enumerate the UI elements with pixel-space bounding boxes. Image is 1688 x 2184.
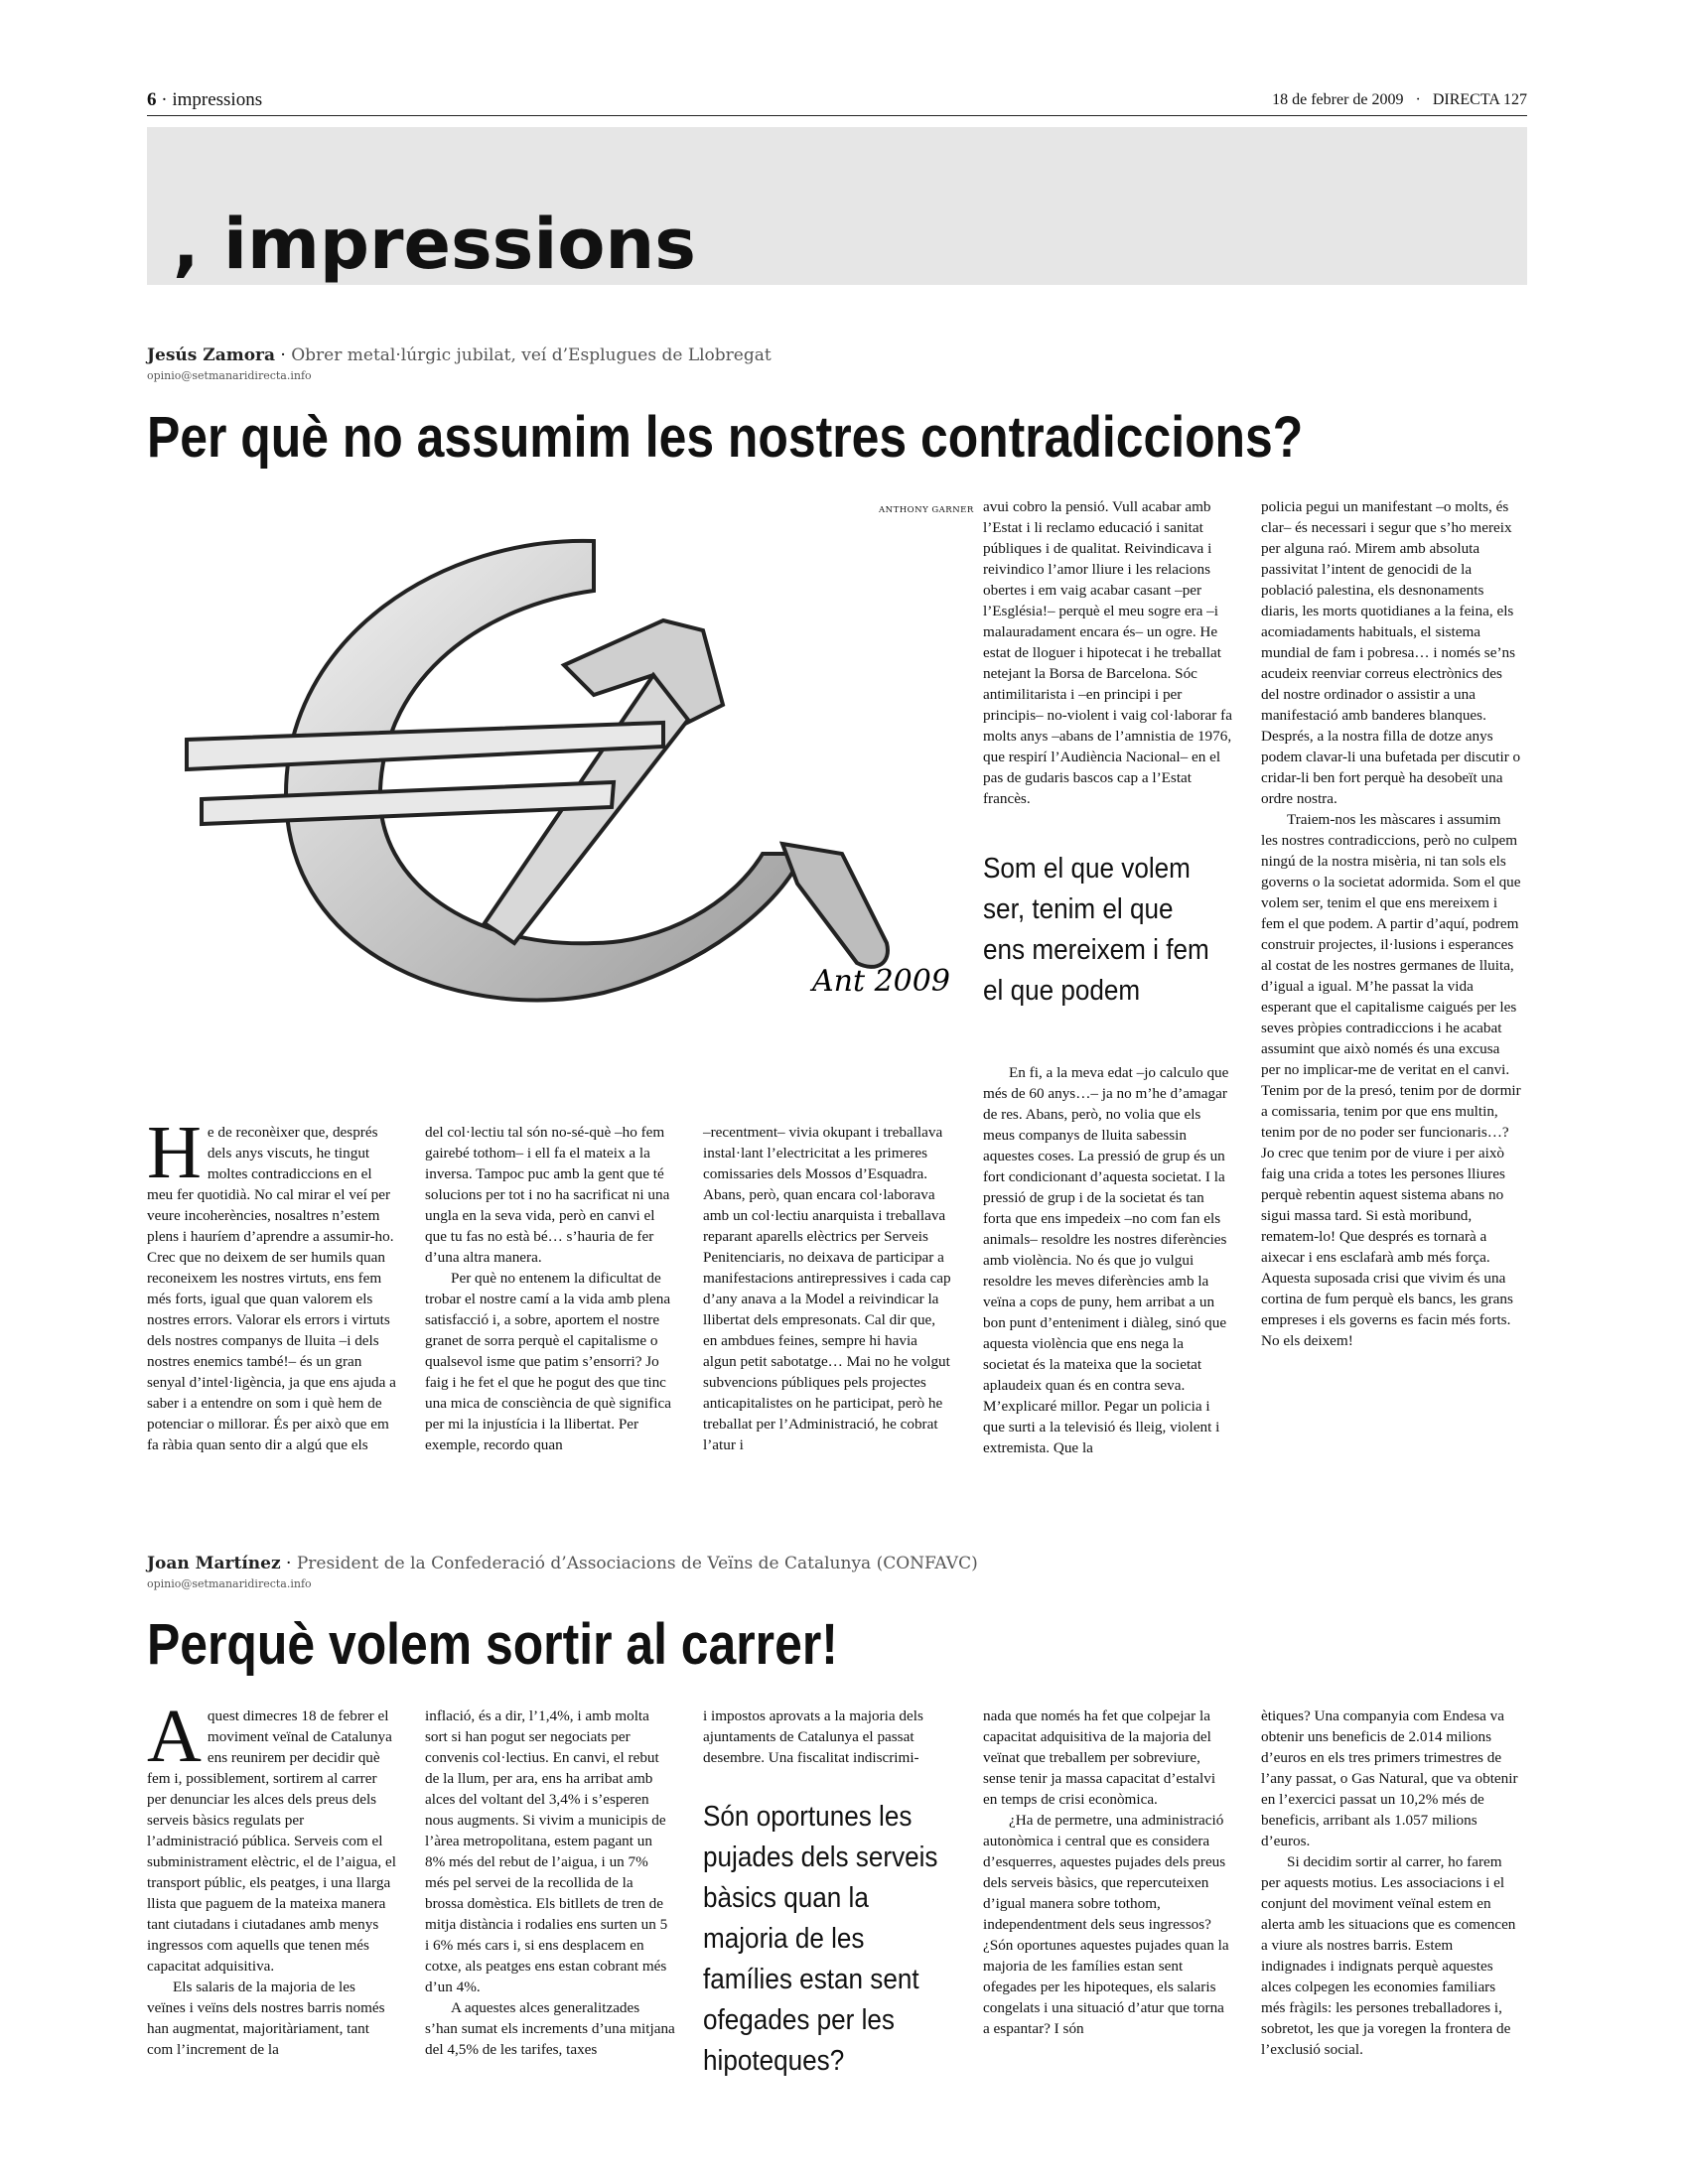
byline-separator-2: · <box>286 1554 292 1573</box>
sickle-handle <box>782 844 888 967</box>
article1-role: Obrer metal·lúrgic jubilat, veí d’Esplugues de Llobregat <box>291 345 772 365</box>
article1-col1-text: e de reconèixer que, després dels anys viscuts, he tingut moltes contradiccions en el meu fer quotidià. No cal mirar el veí per veure incoherències, nosaltres n’estem plens i hauríem d’aprendre a assumir-ho. Crec que no deixem de ser humils quan reconeixem les nostres virtuts, ens fem més forts, igual que quan valorem els nostres errors. Valorar els errors i virtuts dels nostres companys de lluita –i dels nostres enemics també!– és un gran senyal d’intel·ligència, ja que ens ajuda a saber i a entendre on som i què hem de potenciar o millorar. És per això que em fa ràbia quan sento dir a algú que els <box>147 1124 396 1453</box>
article2-column-5 <box>1261 1706 1521 2060</box>
article1-column-1 <box>147 1111 397 1455</box>
article2-col5-p2: Si decidim sortir al carrer, ho farem per aquests motius. Les associacions i el conjunt del moviment veïnal estem en alerta amb les situacions que es comencen a viure als nostres barris. Estem indignades i indignats perquè aquestes alces colpegen les economies familiars més fràgils: les persones treballadores i, sobretot, les que ja voregen la frontera de l’exclusió social. <box>1261 1853 1516 2058</box>
section-band <box>147 127 1527 285</box>
article2-role: President de la Confederació d’Associacions de Veïns de Catalunya (CONFAVC) <box>296 1554 978 1573</box>
running-header <box>147 87 1527 116</box>
article2-byline <box>147 1554 978 1573</box>
header-date: 18 de febrer de 2009 <box>1272 91 1404 108</box>
dropcap-2: A <box>147 1695 202 1778</box>
header-separator: · <box>161 89 168 110</box>
article2-column-4 <box>983 1706 1233 2039</box>
article1-column-5 <box>1261 496 1521 1351</box>
article2-author: Joan Martínez <box>147 1554 281 1573</box>
article1-column-4b <box>983 1062 1233 1458</box>
article1-col4-p2: En fi, a la meva edat –jo calculo que més de 60 anys…– ja no m’he d’amagar de res. Abans, però, no volia que els meus companys de lluita sabessin aquestes coses. La pressió de grup és un fort condicionant d’aquesta societat. I la pressió de grup i de la societat és tan forta que ens impedeix –no com fan els animals– resoldre les nostres diferències amb violència. No és que jo vulgui resoldre les meves diferències amb la veïna a cops de puny, hem arribat a un bon punt d’enteniment i diàleg, sinó que aquesta violència que ens nega la societat és la mateixa que la societat aplaudeix quan és en contra seva. M’explicaré millor. Pegar un policia i que surti a la televisió és lleig, violent i extremista. Que la <box>983 1064 1229 1456</box>
article1-column-2 <box>425 1122 675 1455</box>
article2-col1-p2: Els salaris de la majoria de les veïnes i veïns dels nostres barris només han augmentat, majoritàriament, tant com l’increment de la <box>147 1979 385 2058</box>
header-section: impressions <box>172 89 263 110</box>
article1-author: Jesús Zamora <box>147 345 276 365</box>
illustration <box>147 526 971 1072</box>
illustration-signature: Ant 2009 <box>812 964 950 999</box>
article1-byline <box>147 345 772 365</box>
article2-col3-p1: i impostos aprovats a la majoria dels ajuntaments de Catalunya el passat desembre. Una fiscalitat indiscrimi- <box>703 1707 923 1766</box>
article1-headline: Per què no assumim les nostres contradiccions? <box>147 405 1304 470</box>
article2-headline: Perquè volem sortir al carrer! <box>147 1612 838 1677</box>
article2-col4-p1: nada que només ha fet que colpejar la capacitat adquisitiva de la majoria del veïnat que treballem per sobreviure, sense tenir ja massa capacitat d’estalvi en temps de crisi econòmica. <box>983 1707 1216 1808</box>
header-publication: DIRECTA 127 <box>1432 91 1527 108</box>
article2-column-3 <box>703 1706 953 1768</box>
article1-column-3 <box>703 1122 953 1455</box>
section-title: , impressions <box>173 204 696 285</box>
article1-col2-p2: Per què no entenem la dificultat de trobar el nostre camí a la vida amb plena satisfacció i, a sobre, aportem el nostre granet de sorra perquè el capitalisme o qualsevol isme que patim s’ensorri? Jo faig i he fet el que he pogut des que tinc una mica de consciència de què significa per mi la injustícia i la llibertat. Per exemple, recordo quan <box>425 1270 671 1453</box>
article1-col2-p1: del col·lectiu tal són no-sé-què –ho fem gairebé tothom– i ell fa el mateix a la inversa. Tampoc puc amb la gent que té solucions per tot i no ha sacrificat ni una ungla en la seva vida, però en canvi el que tu fas no està bé… s’hauria de fer d’una altra manera. <box>425 1124 670 1266</box>
article2-col5-p1: ètiques? Una companyia com Endesa va obtenir uns beneficis de 2.014 milions d’euros en els tres primers trimestres de l’any passat, o Gas Natural, que va obtenir en l’exercici passat un 10,2% més de beneficis, arribant als 1.057 milions d’euros. <box>1261 1707 1518 1849</box>
article2-pullquote: Són oportunes les pujades dels serveis bàsics quan la majoria de les famílies estan sent ofegades per les hipoteques? <box>703 1801 938 2077</box>
article1-email[interactable]: opinio@setmanaridirecta.info <box>147 369 312 382</box>
page-number: 6 <box>147 89 157 110</box>
article1-col3-text: –recentment– vivia okupant i treballava instal·lant l’electricitat a les primeres comissaries dels Mossos d’Esquadra. Abans, però, quan encara col·laborava amb un col·lectiu anarquista i treballava reparant aparells elèctrics per Serveis Penitenciaris, no deixava de participar a manifestacions antirepressives i cada cap d’any anava a la Model a reivindicar la llibertat dels empresonats. Cal dir que, en ambdues feines, sempre hi havia algun petit sabotatge… Mai no he volgut subvencions públiques pels projectes anticapitalistes on he participat, però he treballat per l’Administració, he cobrat l’atur i <box>703 1124 951 1453</box>
article2-col2-p2: A aquestes alces generalitzades s’han sumat els increments d’una mitjana del 4,5% de les tarifes, taxes <box>425 1999 675 2058</box>
article1-col5-p1: policia pegui un manifestant –o molts, és clar– és necessari i segur que s’ho mereix per alguna raó. Mirem amb absoluta passivitat l’intent de genocidi de la població palestina, els desnonaments diaris, les morts quotidianes a la feina, els acomiadaments habituals, el sistema mundial de fam i pobresa… i només se’ns acudeix reenviar correus electrònics des del nostre ordinador o assistir a una manifestació amb banderes blanques. Després, a la nostra filla de dotze anys podem clavar-li una bufetada per discutir o cridar-li ben fort perquè ha desobeït una ordre nostra. <box>1261 498 1521 807</box>
article2-column-1 <box>147 1695 397 2060</box>
dropcap: H <box>147 1111 202 1194</box>
photo-credit: ANTHONY GARNER <box>879 505 974 515</box>
article2-column-2 <box>425 1706 675 2060</box>
euro-hammer-sickle-illustration <box>147 526 971 1072</box>
running-header-right <box>1272 91 1527 109</box>
article1-col4-p1: avui cobro la pensió. Vull acabar amb l’Estat i li reclamo educació i sanitat públiques i de qualitat. Reivindicava i reivindico l’amor lliure i les relacions obertes i em vaig acabar casant –per l’Església!– perquè el meu sogre era –i malauradament encara és– un ogre. He estat de lloguer i hipotecat i he treballat netejant la Borsa de Barcelona. Sóc antimilitarista i –en principi i per principis– no-violent i vaig col·laborar fa molts anys –abans de l’amnistia de 1976, que respirí l’Audiència Nacional– en el pas de gudaris bascos cap a l’Estat francès. <box>983 498 1232 807</box>
article2-col2-p1: inflació, és a dir, l’1,4%, i amb molta sort si han pogut ser negociats per convenis col·lectius. En canvi, el rebut de la llum, per ara, ens ha arribat amb alces del voltant del 3,4% i s’esperen nous augments. Si vivim a municipis de l’àrea metropolitana, estem pagant un 8% més del rebut de l’aigua, i un 7% més pel servei de la recollida de la brossa domèstica. Els bitllets de tren de mitja distància i rodalies ens surten un 5 i 6% més cars i, si ens desplacem en cotxe, als peatges ens estan cobrant més d’un 4%. <box>425 1707 668 1995</box>
header-separator-2: · <box>1415 91 1421 108</box>
byline-separator: · <box>280 345 286 365</box>
article2-email[interactable]: opinio@setmanaridirecta.info <box>147 1577 312 1590</box>
sickle-blade <box>286 541 802 1001</box>
article1-column-4 <box>983 496 1233 809</box>
article1-col5-p2: Traiem-nos les màscares i assumim les nostres contradiccions, però no culpem ningú de la nostra misèria, ni tan sols els governs o la societat adormida. Som el que volem ser, tenim el que ens mereixem i fem el que podem. A partir d’aquí, podrem construir projectes, il·lusions i esperances al costat de les nostres germanes de lluita, d’igual a igual. M’he passat la vida esperant que el capitalisme caigués per les seves pròpies contradiccions i he acabat assumint que això només és una excusa per no implicar-me de veritat en el canvi. Tenim por de la presó, tenim por de dormir a comissaria, tenim por que ens multin, tenim por de no poder ser funcionaris…? Jo crec que tenim por de viure i per això faig una crida a totes les persones lliures perquè rebentin aquest sistema abans no sigui massa tard. Si està moribund, rematem-lo! Que després es tornarà a aixecar i ens esclafarà amb més força. Aquesta suposada crisi que vivim és una cortina de fum perquè els bancs, les grans empreses i els governs es facin més forts. No els deixem! <box>1261 811 1521 1349</box>
article2-col4-p2: ¿Ha de permetre, una administració autonòmica i central que es considera d’esquerres, aquestes pujades dels preus dels serveis bàsics, que repercuteixen d’igual manera sobre tothom, independentment dels seus ingressos? ¿Són oportunes aquestes pujades quan la majoria de les famílies estan sent ofegades per les hipoteques, els salaris congelats i una situació d’atur que torna a espantar? I són <box>983 1812 1229 2037</box>
article1-pullquote: Som el que volem ser, tenim el que ens mereixem i fem el que podem <box>983 853 1209 1007</box>
running-header-left <box>147 89 262 111</box>
euro-bar-bottom <box>202 782 614 824</box>
article2-col1-p1: quest dimecres 18 de febrer el moviment veïnal de Catalunya ens reunirem per decidir què fem i, possiblement, sortirem al carrer per denunciar les alces dels preus dels serveis bàsics regulats per l’administració pública. Serveis com el subministrament elèctric, el de l’aigua, el transport públic, els peatges, i una llarga llista que paguem de la mateixa manera tant ciutadans i ciutadanes amb menys ingressos com aquells que tenen més capacitat adquisitiva. <box>147 1707 396 1975</box>
